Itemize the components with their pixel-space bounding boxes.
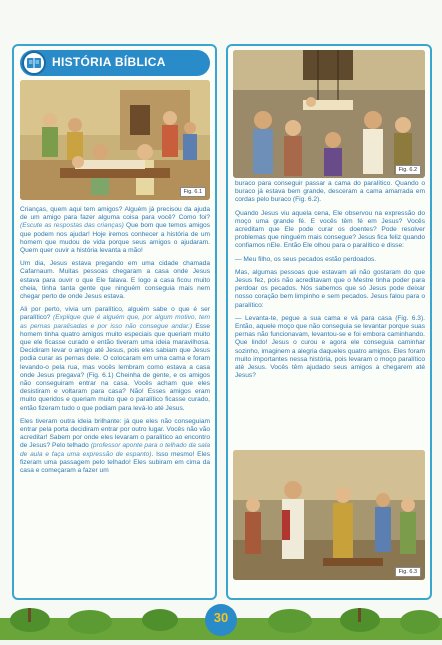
figure-label: Fig. 6.3 <box>395 567 421 577</box>
left-text <box>20 206 210 480</box>
book-icon <box>22 51 46 75</box>
right-text <box>235 180 425 385</box>
paragraph: Ali por perto, vivia um paralítico, alguém sabe o que é ser paralítico? (Explique que é alguém que, por algum motivo, tem as pernas paralisadas e por isso não consegue andar.) Esse homem tinha quatro amigos muito especiais que queriam muito que ele ficasse curado e então tiveram uma ideia maravilhosa. Decidiram levar o amigo até Jesus, pois eles sabiam que Jesus podia curar as pernas dele. O colocaram em uma cama e foram levando-o pela rua, mas vocês lembram como estava a casa onde Jesus pregava? (Fig. 6.1) Cheinha de gente, e os amigos não conseguiram entrar na casa. Vocês acham que eles desistiram e voltaram para casa? Não! Esses amigos eram muito queridos e queriam muito que o paralítico ficasse curado, então fizeram tudo o que podiam para levá-lo até Jesus. <box>20 306 210 412</box>
illustration-fig-6-2 <box>233 50 425 178</box>
paragraph: Mas, algumas pessoas que estavam ali não gostaram do que Jesus fez, pois não acreditavam que o Mestre tinha poder para perdoar os pecados. Nós sabemos que só Jesus pode deixar nosso coração bem limpinho e sem pecados. Jesus falou para o paralítico: <box>235 268 425 309</box>
paragraph: buraco para conseguir passar a cama do paralítico. Quando o buraco já estava bem grande, desceram a cama amarrada em cordas pelo buraco (Fig. 6.2). <box>235 180 425 204</box>
paragraph: — Levanta-te, pegue a sua cama e vá para casa (Fig. 6.3). Então, aquele moço que não conseguia se levantar porque suas pernas não funcionavam, levantou-se e foi embora caminhando. Que lindo! Jesus o curou e agora ele conseguia caminhar sozinho, imaginem a alegria daqueles quatro amigos. Eles foram muito importantes nessa história, pois levaram o moço paralítico até Jesus. Vocês têm ajudado seus amigos a chegarem até Jesus? <box>235 314 425 380</box>
section-header <box>20 50 210 76</box>
page-number: 30 <box>213 610 229 625</box>
illustration-fig-6-3 <box>233 450 425 580</box>
left-column <box>12 44 217 600</box>
paragraph: Eles tiveram outra ideia brilhante: já que eles não conseguiam entrar pela porta decidiram entrar por outro lugar. Vocês não vão acreditar! Sabem por onde eles levaram o paralítico ao encontro de Jesus? Pelo telhado (professor aponte para o telhado da sala de aula e faça uma expressão de espanto). Isso mesmo! Eles fizeram uma passagem pelo telhado! Eles subiram em cima da casa e começaram a fazer um <box>20 417 211 475</box>
illustration-fig-6-1 <box>20 80 210 200</box>
right-column <box>226 44 432 600</box>
paragraph: Um dia, Jesus estava pregando em uma cidade chamada Cafarnaum. Muitas pessoas chegaram a casa onde Jesus estava para ouvir o que Ele falava. E logo a casa ficou muito cheia, tinha tanta gente que ninguém conseguia mais nem chegar perto de onde Jesus estava. <box>20 260 210 301</box>
figure-label: Fig. 6.2 <box>395 165 421 175</box>
paragraph: Crianças, quem aqui tem amigos? Alguém já precisou da ajuda de um amigo para fazer alguma coisa para você? Como foi? (Escute as respostas das crianças) Que bom que temos amigos que podem nos ajudar! Hoje iremos conhecer a história de um homem que mudou de vida porque seus amigos o ajudaram. Quem quer ouvir a história levanta a mão! <box>20 206 210 255</box>
paragraph: Quando Jesus viu aquela cena, Ele observou na expressão do moço uma grande fé. E vocês têm fé em Jesus? Vocês acreditam que Ele pode curar os doentes? Pode resolver problemas que ninguém mais consegue? Jesus fica feliz quando confiamos nEle. Então Ele olhou para o paralítico e disse: <box>235 209 425 250</box>
section-title: HISTÓRIA BÍBLICA <box>52 55 166 69</box>
figure-label: Fig. 6.1 <box>180 187 206 197</box>
paragraph: — Meu filho, os seus pecados estão perdoados. <box>235 255 377 263</box>
